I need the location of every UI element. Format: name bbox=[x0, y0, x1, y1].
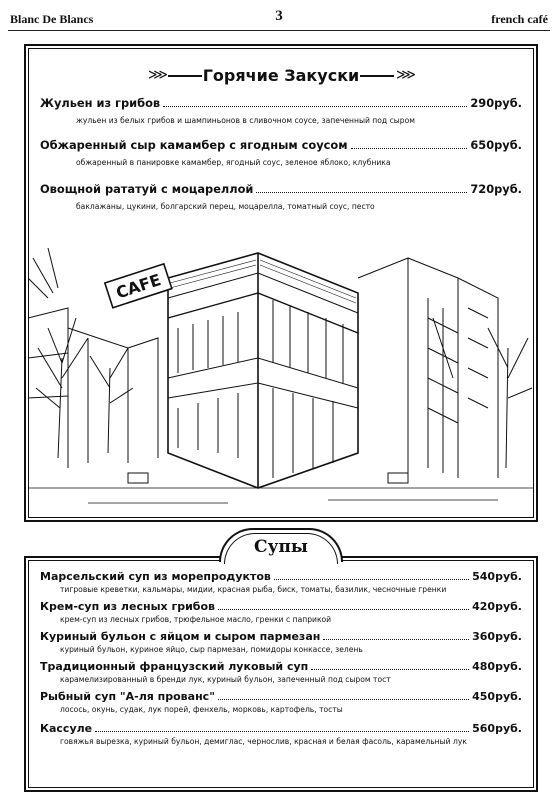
item-name: Овощной рататуй с моцареллой bbox=[40, 182, 254, 196]
dot-leader bbox=[351, 148, 468, 149]
cafe-sign bbox=[105, 264, 172, 308]
item-name: Жульен из грибов bbox=[40, 96, 161, 110]
cafe-type: french café bbox=[491, 12, 548, 26]
item-name: Марсельский суп из морепродуктов bbox=[40, 570, 271, 583]
item-price: 450руб. bbox=[472, 690, 522, 703]
item-description: жульен из белых грибов и шампиньонов в сливочном соусе, запеченный под сыром bbox=[76, 116, 415, 125]
soups-title: Супы bbox=[254, 537, 308, 557]
menu-item bbox=[40, 600, 522, 625]
brand-name: Blanc De Blancs bbox=[10, 12, 94, 26]
menu-item bbox=[40, 182, 522, 213]
item-description: лосось, окунь, судак, лук порей, фенхель, морковь, картофель, тосты bbox=[60, 705, 343, 714]
right-arrow-ornament: ⋙ bbox=[396, 67, 416, 83]
dot-leader bbox=[218, 609, 469, 610]
dot-leader bbox=[218, 699, 469, 700]
menu-item bbox=[40, 660, 522, 685]
item-description: тигровые креветки, кальмары, мидии, красная рыба, биск, томаты, базилик, чесночные гренки bbox=[60, 585, 447, 594]
item-name: Кассуле bbox=[40, 722, 93, 735]
menu-item bbox=[40, 570, 522, 595]
item-price: 650руб. bbox=[470, 138, 522, 152]
item-name: Традиционный французский луковый суп bbox=[40, 660, 309, 673]
soups-title-tab bbox=[219, 528, 343, 562]
menu-item bbox=[40, 630, 522, 655]
left-arrow-ornament: ⋙ bbox=[148, 67, 168, 83]
menu-item bbox=[40, 138, 522, 169]
cafe-street-illustration bbox=[28, 238, 534, 518]
item-name: Обжаренный сыр камамбер с ягодным соусом bbox=[40, 138, 348, 152]
item-description: карамелизированный в бренди лук, куриный бульон, запеченный под сыром тост bbox=[60, 675, 391, 684]
dot-leader bbox=[311, 669, 469, 670]
item-description: обжаренный в панировке камамбер, ягодный соус, зеленое яблоко, клубника bbox=[76, 158, 391, 167]
dot-leader bbox=[323, 639, 469, 640]
item-description: баклажаны, цукини, болгарский перец, моцарелла, томатный соус, песто bbox=[76, 202, 375, 211]
item-price: 560руб. bbox=[472, 722, 522, 735]
item-price: 540руб. bbox=[472, 570, 522, 583]
menu-item bbox=[40, 690, 522, 715]
page-number: 3 bbox=[275, 8, 283, 24]
item-price: 480руб. bbox=[472, 660, 522, 673]
menu-item bbox=[40, 722, 522, 747]
item-price: 290руб. bbox=[470, 96, 522, 110]
item-name: Рыбный суп "А-ля прованс" bbox=[40, 690, 215, 703]
item-description: крем-суп из лесных грибов, трюфельное масло, гренки с паприкой bbox=[60, 615, 332, 624]
title-rule-right bbox=[360, 75, 394, 77]
item-description: куриный бульон, куриное яйцо, сыр пармезан, помидоры конкассе, зелень bbox=[60, 645, 363, 654]
menu-item bbox=[40, 96, 522, 127]
soups-panel bbox=[24, 556, 538, 792]
item-description: говяжья вырезка, куриный бульон, демиглас, чернослив, красная и белая фасоль, карамельный лук bbox=[60, 737, 467, 746]
dot-leader bbox=[274, 579, 469, 580]
dot-leader bbox=[95, 731, 469, 732]
item-price: 720руб. bbox=[470, 182, 522, 196]
item-price: 360руб. bbox=[472, 630, 522, 643]
item-name: Куриный бульон с яйцом и сыром пармезан bbox=[40, 630, 321, 643]
item-price: 420руб. bbox=[472, 600, 522, 613]
page-header bbox=[8, 8, 550, 31]
hot-appetizers-panel bbox=[24, 44, 538, 522]
dot-leader bbox=[163, 106, 467, 107]
item-name: Крем-суп из лесных грибов bbox=[40, 600, 215, 613]
dot-leader bbox=[256, 192, 467, 193]
hot-appetizers-title: Горячие Закуски bbox=[202, 66, 360, 85]
svg-text:CAFE: CAFE bbox=[113, 270, 164, 303]
